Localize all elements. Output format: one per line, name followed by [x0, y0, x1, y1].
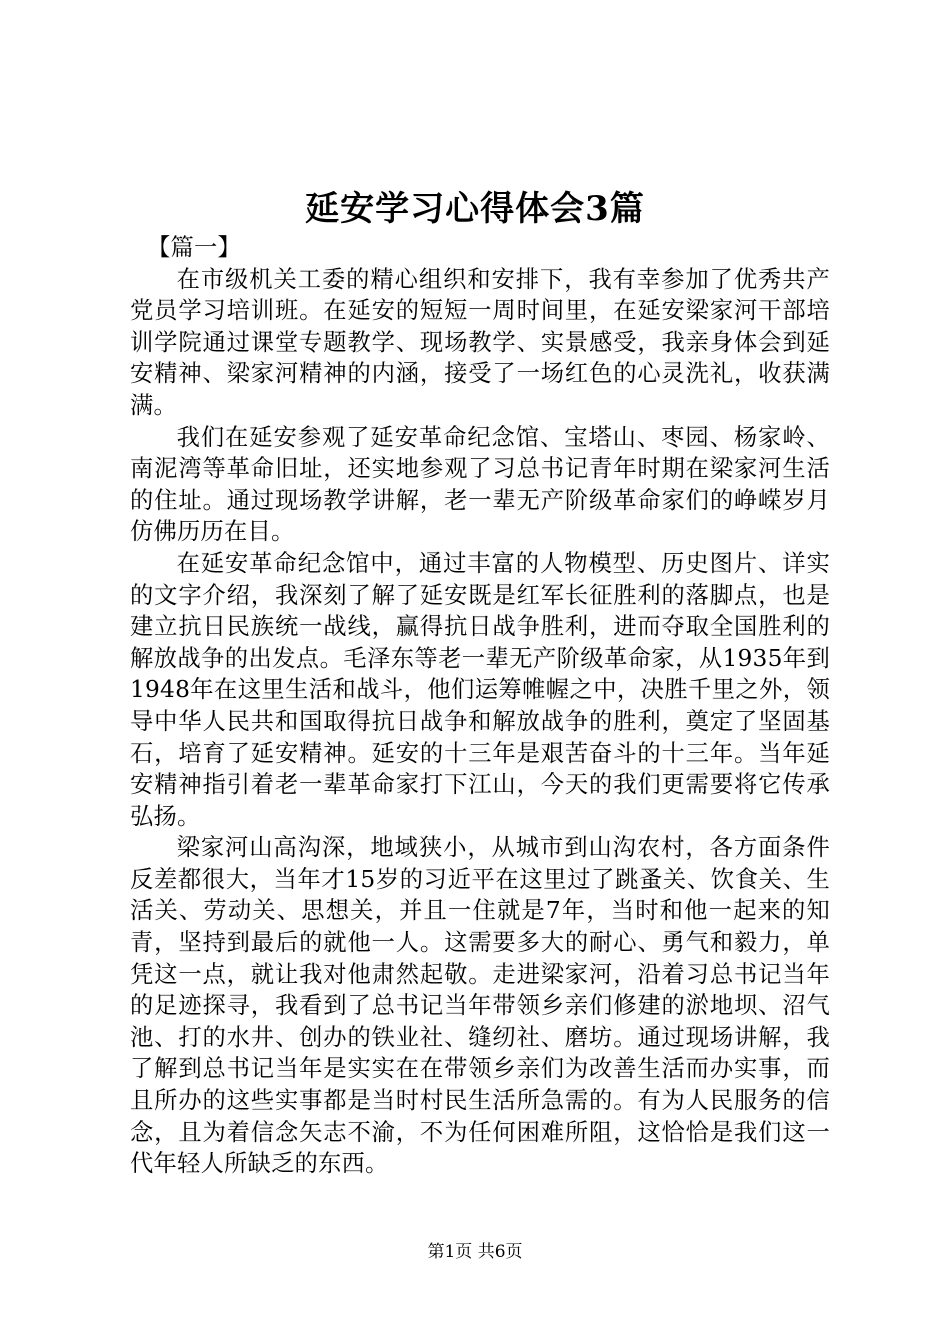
- document-body: [130, 232, 830, 1180]
- page-footer-indicator: 第1页 共6页: [427, 1242, 523, 1262]
- paragraph-2: 我们在延安参观了延安革命纪念馆、宝塔山、枣园、杨家岭、南泥湾等革命旧址，还实地参观了习总书记青年时期在梁家河生活的住址。通过现场教学讲解，老一辈无产阶级革命家们的峥嵘岁月仿佛历历在目。: [130, 423, 830, 546]
- document-title: 延安学习心得体会3篇: [305, 189, 645, 229]
- section-heading: 【篇一】: [147, 234, 241, 261]
- paragraph-3: 在延安革命纪念馆中，通过丰富的人物模型、历史图片、详实的文字介绍，我深刻了解了延安既是红军长征胜利的落脚点，也是建立抗日民族统一战线，赢得抗日战争胜利，进而夺取全国胜利的解放战争的出发点。毛泽东等老一辈无产阶级革命家，从1935年到1948年在这里生活和战斗，他们运筹帷幄之中，决胜千里之外，领导中华人民共和国取得抗日战争和解放战争的胜利，奠定了坚固基石，培育了延安精神。延安的十三年是艰苦奋斗的十三年。当年延安精神指引着老一辈革命家打下江山，今天的我们更需要将它传承弘扬。: [130, 549, 830, 830]
- paragraph-1: 在市级机关工委的精心组织和安排下，我有幸参加了优秀共产党员学习培训班。在延安的短短一周时间里，在延安梁家河干部培训学院通过课堂专题教学、现场教学、实景感受，我亲身体会到延安精神、梁家河精神的内涵，接受了一场红色的心灵洗礼，收获满满。: [130, 265, 830, 419]
- paragraph-4: 梁家河山高沟深，地域狭小，从城市到山沟农村，各方面条件反差都很大，当年才15岁的习近平在这里过了跳蚤关、饮食关、生活关、劳动关、思想关，并且一住就是7年，当时和他一起来的知青，坚持到最后的就他一人。这需要多大的耐心、勇气和毅力，单凭这一点，就让我对他肃然起敬。走进梁家河，沿着习总书记当年的足迹探寻，我看到了总书记当年带领乡亲们修建的淤地坝、沼气池、打的水井、创办的铁业社、缝纫社、磨坊。通过现场讲解，我了解到总书记当年是实实在在带领乡亲们为改善生活而办实事，而且所办的这些实事都是当时村民生活所急需的。有为人民服务的信念，且为着信念矢志不渝，不为任何困难所阻，这恰恰是我们这一代年轻人所缺乏的东西。: [130, 834, 830, 1178]
